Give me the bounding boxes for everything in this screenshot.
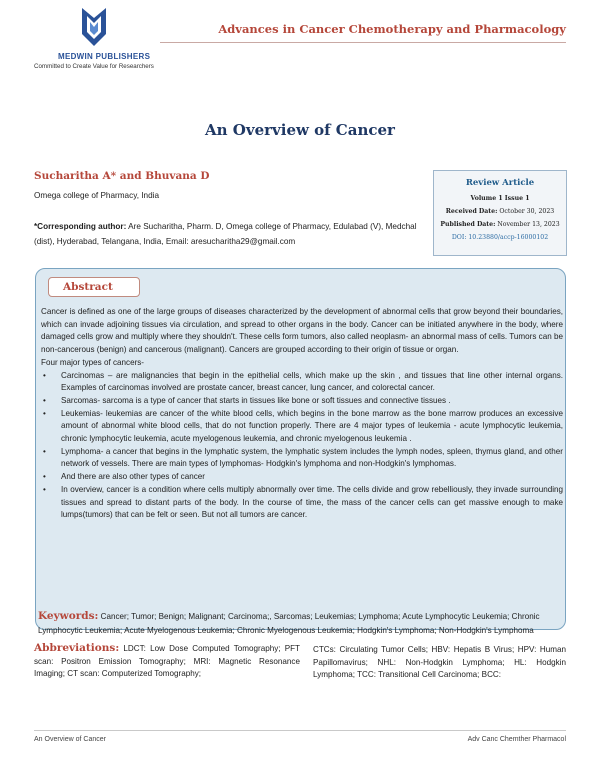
page-header — [0, 0, 600, 80]
journal-title[interactable]: Advances in Cancer Chemotherapy and Pharmacology — [218, 22, 566, 36]
publisher-tagline: Committed to Create Value for Researchers — [34, 63, 154, 70]
footer-divider — [34, 730, 566, 731]
bullet-icon: • — [43, 484, 46, 494]
abbreviations-right: CTCs: Circulating Tumor Cells; HBV: Hepatis B Virus; HPV: Human Papillomavirus; NHL: Non-Hodgkin Lymphoma; HL: Hodgkin Lymphoma; TCC: Transitional Cell Carcinoma; BCC: — [313, 645, 566, 679]
abstract-heading: Abstract — [48, 277, 140, 297]
bullet-icon: • — [43, 395, 46, 405]
bullet-icon: • — [43, 408, 46, 418]
received-value: October 30, 2023 — [499, 208, 555, 215]
cancer-types-list — [41, 370, 563, 522]
volume-issue — [436, 192, 564, 205]
footer-journal-abbrev: Adv Canc Chemther Pharmacol — [467, 736, 566, 743]
abstract-section — [35, 268, 566, 630]
list-item — [41, 471, 563, 484]
list-item — [41, 446, 563, 471]
list-item — [41, 484, 563, 522]
list-item-text: Lymphoma- a cancer that begins in the lymphatic system, the lymphatic system includes the lymph nodes, spleen, thymus gland, and other network of vessels. There are main types of lymphomas- Hodgkin's lymphoma and non-Hodgkin's lymphomas. — [61, 446, 563, 469]
abbreviations-label: Abbreviations: — [34, 642, 120, 654]
published-date — [436, 218, 564, 231]
article-type: Review Article — [465, 178, 535, 188]
list-item-text: Carcinomas – are malignancies that begin in the epithelial cells, which make up the skin , and tissues that line other internal organs. Examples of carcinomas involved are prostate cancer, breast cancer, lung cancer, and colorectal cancer. — [61, 370, 563, 393]
list-item — [41, 408, 563, 446]
published-label: Published Date: — [440, 221, 496, 228]
header-divider — [160, 42, 566, 43]
list-item-text: Sarcomas- sarcoma is a type of cancer that starts in tissues like bone or soft tissues and connective tissues . — [61, 395, 451, 405]
corresponding-label: *Corresponding author: — [34, 222, 127, 231]
list-item — [41, 370, 563, 395]
list-item-text: And there are also other types of cancer — [61, 472, 205, 482]
abstract-body — [41, 306, 563, 522]
publisher-name: MEDWIN PUBLISHERS — [58, 52, 151, 61]
abstract-types-intro: Four major types of cancers- — [41, 357, 145, 367]
medwin-logo-icon — [80, 6, 108, 48]
keywords-text: Cancer; Tumor; Benign; Malignant; Carcinoma;, Sarcomas; Leukemias; Lymphoma; Acute Lymphocytic Leukemia; Chronic Lymphocytic Leukemia; Acute Myelogenous Leukemia; Chronic Myelogenous Leukemia; Hodgkin's Lymphoma; Non-Hodgkin's Lymphoma — [38, 612, 540, 635]
keywords-label: Keywords: — [38, 610, 99, 622]
bullet-icon: • — [43, 370, 46, 380]
keywords-section — [38, 610, 562, 637]
volume-text: Volume 1 Issue 1 — [470, 195, 530, 202]
bullet-icon: • — [43, 472, 46, 482]
page-title: An Overview of Cancer — [205, 121, 395, 139]
article-info-box — [433, 170, 567, 256]
authors: Sucharitha A* and Bhuvana D — [34, 170, 210, 182]
published-value: November 13, 2023 — [497, 221, 560, 228]
bullet-icon: • — [43, 446, 46, 456]
abbreviations-left — [34, 642, 300, 681]
corresponding-text: Are Sucharitha, Pharm. D, Omega college of Pharmacy, Edulabad (V), Medchal (dist), Hyderabad, Telangana, India, Email: aresucharitha29@gmail.com — [34, 222, 417, 246]
list-item-text: In overview, cancer is a condition where cells multiply abnormally over time. The cells divide and grow rebelliously, they invade surrounding tissues and spread to distant parts of the body. In the course of time, the mass of the cancer cells can get massive enough to make lumps(tumors) that can be felt or seen. But not all tumors are cancer. — [61, 484, 563, 520]
abstract-intro: Cancer is defined as one of the large groups of diseases characterized by the development of abnormal cells that grow beyond their boundaries, which can invade adjoining tissues via circulation, and spread to other organs in the body. Cancer can be initiated anywhere in the body, where damaged cells grow and multiply where they shouldn't. These cells form tumors, also called neoplasm- an abnormal mass of cells. Tumors can be non-cancerous (benign) and cancerous (malignant). Cancers are grouped according to their origin of tissue or organ. — [41, 307, 563, 355]
footer-running-title: An Overview of Cancer — [34, 736, 106, 743]
received-label: Received Date: — [445, 208, 498, 215]
corresponding-author — [34, 219, 430, 249]
abbreviations-left-text: LDCT: Low Dose Computed Tomography; PFT scan: Positron Emission Tomography; MRI: Magnetic Resonance Imaging; CT scan: Computerized Tomography; — [34, 644, 300, 678]
list-item — [41, 395, 563, 408]
received-date — [436, 205, 564, 218]
list-item-text: Leukemias- leukemias are cancer of the white blood cells, which begins in the bone marrow as the bone marrow produces an excessive amount of abnormal white blood cells, that do not function properly. There are 4 major types of leukemia - acute lymphocytic leukemia, chronic lymphocytic leukemia, acute myelogenous leukemia, and chronic myelogenous leukemia . — [61, 408, 563, 444]
doi-link[interactable]: DOI: 10.23880/accp-16000102 — [451, 234, 549, 241]
affiliation: Omega college of Pharmacy, India — [34, 191, 159, 200]
